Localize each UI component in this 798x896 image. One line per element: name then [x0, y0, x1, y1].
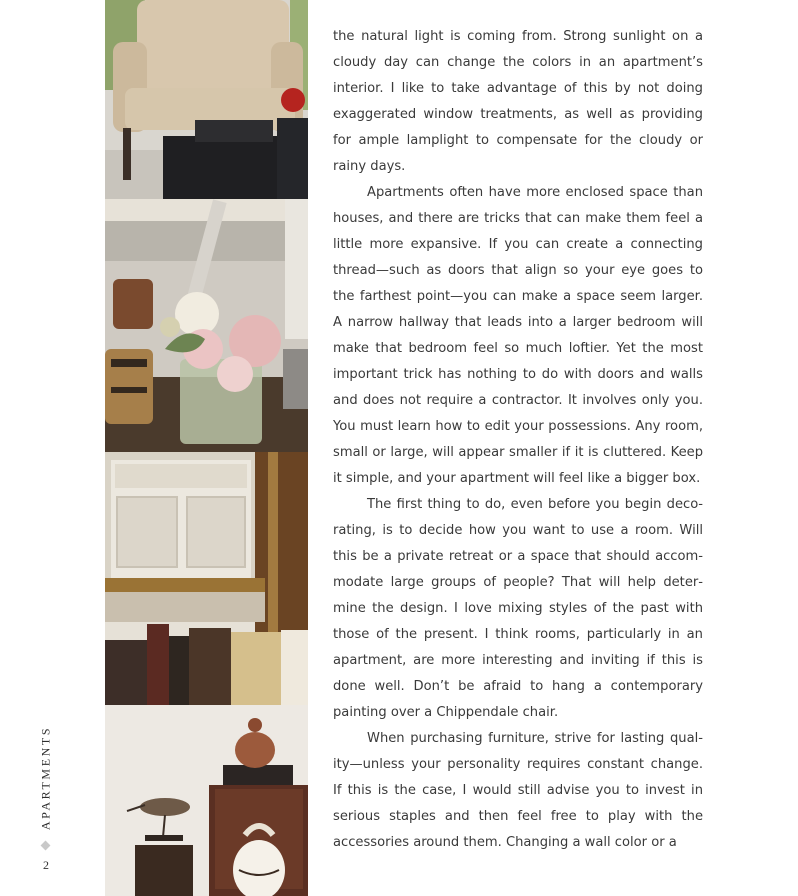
armchair-photo — [105, 0, 308, 199]
paragraph: The first thing to do, even before you begin decorating, is to decide how you want to use a room. Will this be a private retreat or a space that should accommodate large groups of people? That will help determine the design. I love mixing styles of the past with those of the present. I think rooms, particularly in an apartment, are more interesting and inviting if this is done well. Don’t be afraid to hang a contemporary painting over a Chippendale chair. — [333, 497, 703, 720]
photo-column — [105, 0, 308, 896]
mirror-bookshelf-photo — [105, 452, 308, 705]
section-running-head — [34, 718, 58, 838]
flower-vase-photo — [105, 199, 308, 452]
paragraph: Apartments often have more enclosed space than houses, and there are tricks that can make them feel a little more expansive. If you can create a connecting thread—such as doors that align so your eye goes to the farthest point—you can make a space seem larger. A narrow hallway that leads into a larger bedroom will make that bedroom feel so much loftier. Yet the most important trick has nothing to do with doors and walls and does not require a contractor. It involves only you. You must learn how to edit your possessions. Any room, small or large, will appear smaller if it is cluttered. Keep it simple, and your apartment will feel like a bigger box. — [333, 185, 703, 486]
diamond-ornament-icon — [41, 841, 51, 851]
paragraph: the natural light is coming from. Strong sunlight on a cloudy day can change the colors in an apartment’s interior. I like to take advantage of this by not doing exaggerated window treatments, as well as providing for ample lamplight to compensate for the cloudy or rainy days. — [333, 29, 703, 174]
section-title: APARTMENTS — [38, 725, 53, 831]
page-number: 2 — [43, 858, 49, 872]
bird-pottery-photo — [105, 705, 308, 896]
body-text — [333, 24, 703, 856]
paragraph: When purchasing furniture, strive for lasting quality—unless your personality requires constant change. If this is the case, I would still advise you to invest in serious staples and then feel free to play with the accessories around them. Changing a wall color or a — [333, 731, 703, 850]
